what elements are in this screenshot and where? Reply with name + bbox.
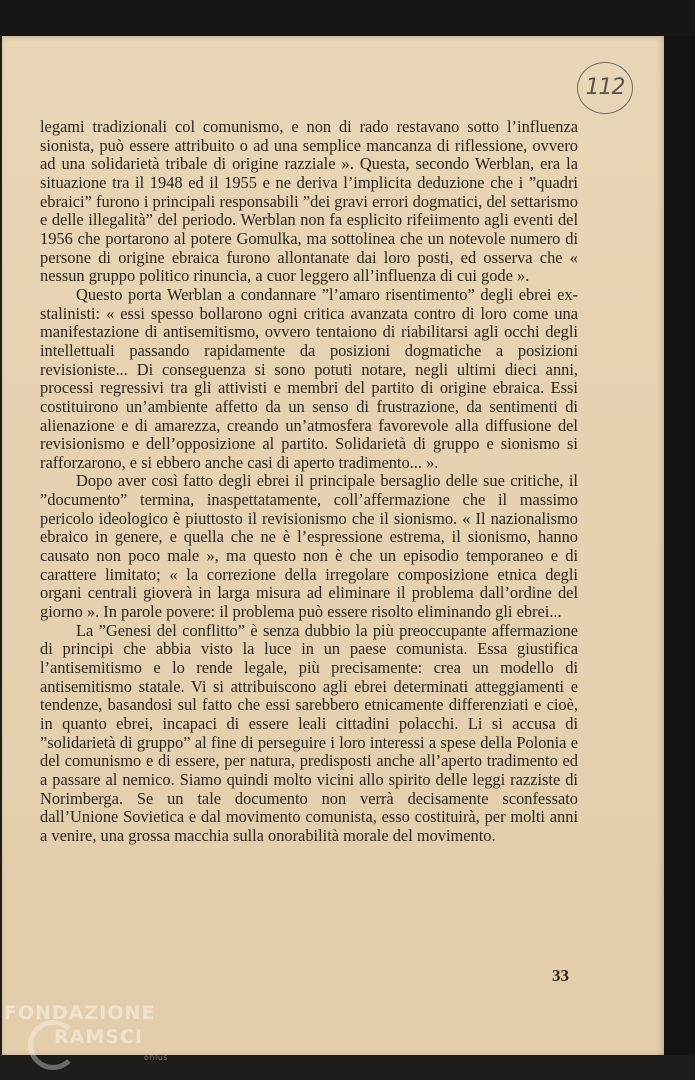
- body-text: [40, 118, 578, 846]
- paragraph: Dopo aver così fatto degli ebrei il principale bersaglio delle sue critiche, il ”documento” termina, inaspettatamente, coll’affermazione che il massimo pericolo ideologico è piuttosto il revisionismo che il sionismo. « Il nazionalismo ebraico in genere, e quella che ne è l’espressione estrema, il sionismo, hanno causato non poco male », ma questo non è che un episodio temporaneo e di carattere limitato; « la correzione della irregolare composizione etnica degli organi centrali gioverà in larga misura ad eliminare il problema dall’ordine del giorno ». In parole povere: il problema può essere risolto eliminando gli ebrei...: [40, 471, 578, 622]
- archive-number-stamp: 112: [577, 62, 633, 114]
- page-number: 33: [552, 966, 569, 985]
- scan-background-right: [664, 36, 695, 1055]
- watermark-line1: FONDAZIONE: [4, 1002, 156, 1024]
- watermark-line2: RAMSCI: [54, 1026, 143, 1048]
- scan-background-top: [0, 0, 695, 36]
- watermark: [4, 1002, 168, 1062]
- paragraph: Questo porta Werblan a condannare ”l’amaro risentimento” degli ebrei ex-stalinisti: « essi spesso bollarono ogni critica avanzata contro di loro come una manifestazione di antisemitismo, ovvero tentaiono di riabilitarsi agli occhi degli intellettuali passando rapidamente da posizioni dogmatiche a posizioni revisioniste... Di conseguenza si sono potuti notare, negli ultimi dieci anni, processi regressivi tra gli attivisti e membri del partito di origine ebraica. Essi costituirono un’ambiente affetto da un senso di frustrazione, da sentimenti di alienazione e di amarezza, creando un’atmosfera favorevole alla diffusione del revisionismo e dell’opposizione al partito. Solidarietà di gruppo e sionismo si rafforzarono, e si ebbero anche casi di aperto tradimento... ».: [40, 284, 578, 472]
- paragraph: La ”Genesi del conflitto” è senza dubbio la più preoccupante affermazione di principi che abbia visto la luce in un paese comunista. Essa giustifica l’antisemitismo e lo rende legale, più precisamente: crea un modello di antisemitismo statale. Vi si attribuiscono agli ebrei determinati atteggiamenti e tendenze, basandosi sul fatto che essi sarebbero etnicamente differenziati e cioè, in quanto ebrei, incapaci di essere leali cittadini polacchi. Li si accusa di ”solidarietà di gruppo” al fine di perseguire i loro interessi a spese della Polonia e del comunismo e di essere, per natura, predisposti anche all’aperto tradimento ed a passare al nemico. Siamo quindi molto vicini allo spirito delle leggi razziste di Norimberga. Se un tale documento non verrà decisamente sconfessato dall’Unione Sovietica e dal movimento comunista, esso costituirà, per molti anni a venire, una grossa macchia sulla onorabilità morale del movimento.: [40, 620, 578, 845]
- paragraph: legami tradizionali col comunismo, e non di rado restavano sotto l’influenza sionista, può essere attribuito o ad una semplice mancanza di riflessione, ovvero ad una solidarietà tribale di origine razziale ». Questa, secondo Werblan, era la situazione tra il 1948 ed il 1955 e ne deriva l’implicita deduzione che i ”quadri ebraici” furono i principali responsabili ”dei gravi errori dogmatici, del settarismo e delle illegalità” del periodo. Werblan non fa esplicito rifeiimento agli eventi del 1956 che portarono al potere Gomulka, ma sottolinea che un notevole numero di persone di origine ebraica furono allontanate dai loro posti, ed osserva che « nessun gruppo politico rinuncia, a cuor leggero all’influenza di cui gode ».: [40, 117, 578, 286]
- watermark-sub: onlus: [144, 1053, 168, 1062]
